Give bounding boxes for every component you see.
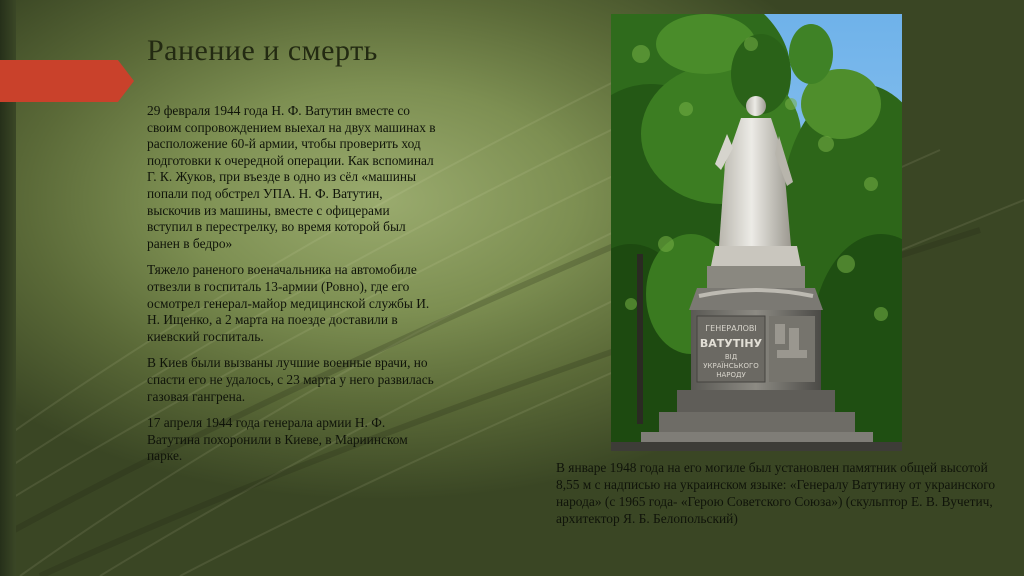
body-text bbox=[147, 103, 437, 475]
photo-caption: В январе 1948 года на его могиле был установлен памятник общей высотой 8,55 м с надписью на украинском языке: «Генералу Ватутину от украинского народа» (с 1965 года- «Герою Советского Союза») (скульптор Е. В. Вучетич, архитектор Я. Б. Белопольский) bbox=[556, 460, 996, 526]
plaque-text-4: УКРАЇНСЬКОГО bbox=[703, 362, 759, 370]
paragraph-4: 17 апреля 1944 года генерала армии Н. Ф. Ватутина похоронили в Киеве, в Мариинском парке. bbox=[147, 415, 408, 464]
slide-title: Ранение и смерть bbox=[147, 34, 378, 67]
paragraph-3: В Киев были вызваны лучшие военные врачи, но спасти его не удалось, с 23 марта у него развилась газовая гангрена. bbox=[147, 355, 434, 404]
paragraph-2: Тяжело раненого военачальника на автомобиле отвезли в госпиталь 13-армии (Ровно), где его осмотрел генерал-майор медицинской службы И. Н. Ищенко, а 2 марта на поезде доставили в киевский госпиталь. bbox=[147, 262, 430, 344]
monument-image bbox=[611, 14, 902, 451]
paragraph-1: 29 февраля 1944 года Н. Ф. Ватутин вместе со своим сопровождением выехал на двух машинах в расположение 60-й армии, чтобы проверить ход подготовки к очередной операции. Как вспоминал Г. К. Жуков, при въезде в одно из сёл «машины попали под обстрел УПА. Н. Ф. Ватутин, выскочив из машины, вместе с офицерами вступил в перестрелку, во время которой был ранен в бедро» bbox=[147, 103, 436, 251]
plaque-text-5: НАРОДУ bbox=[716, 371, 746, 379]
plaque-text-1: ГЕНЕРАЛОВІ bbox=[705, 324, 757, 333]
plaque-text-3: ВІД bbox=[724, 353, 738, 361]
monument-photo bbox=[611, 14, 902, 451]
accent-arrow-shape bbox=[0, 60, 134, 102]
plaque-text-2: ВАТУТІНУ bbox=[699, 337, 763, 350]
